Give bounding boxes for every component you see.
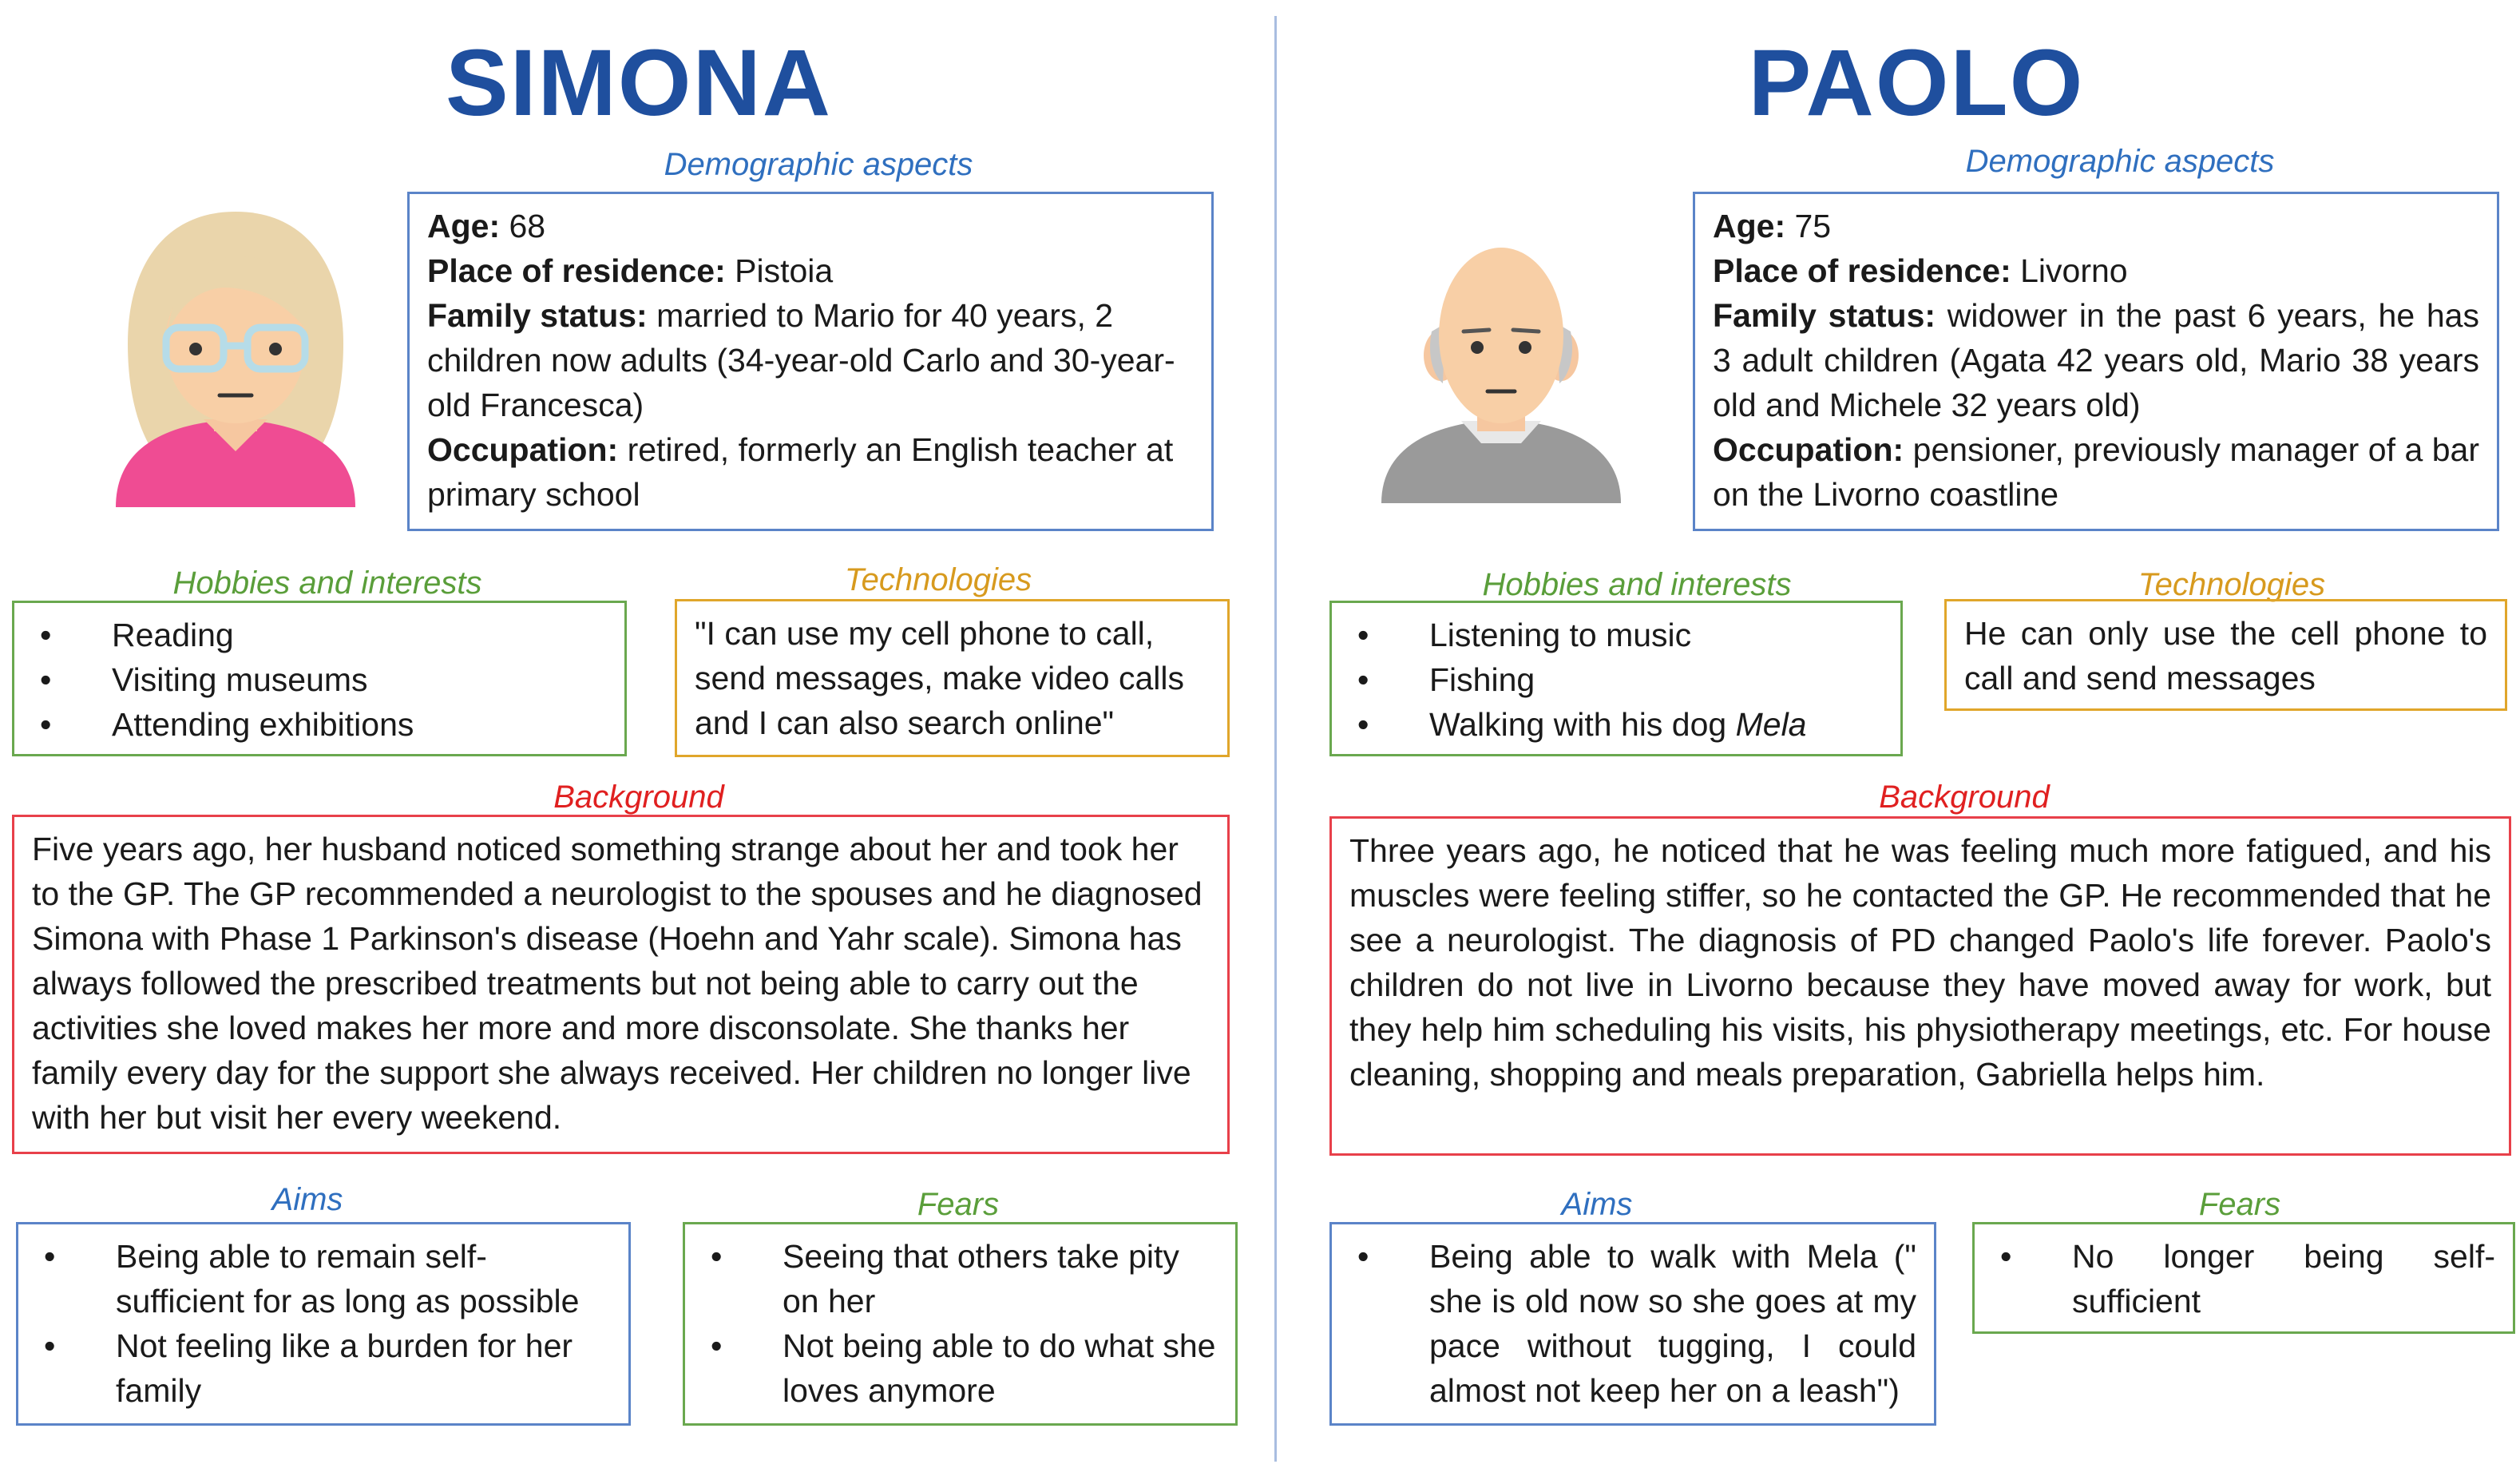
tech-label-simona: Technologies (844, 562, 1032, 597)
tech-box-paolo (1944, 599, 2507, 711)
dog-name: Mela (1735, 706, 1807, 743)
tech-text: "I can use my cell phone to call, send messages, make video calls and I can also search online" (695, 615, 1185, 741)
occupation-key: Occupation: (427, 431, 619, 468)
list-item: • Not being able to do what she loves anymore (703, 1323, 1218, 1413)
residence-value: Pistoia (725, 252, 834, 289)
list-item: • Being able to remain self-sufficient for as long as possible (36, 1234, 611, 1323)
tech-box-simona (675, 599, 1230, 757)
demographics-box-simona (407, 192, 1214, 531)
list-item: • Seeing that others take pity on her (703, 1234, 1218, 1323)
background-box-paolo (1329, 816, 2511, 1156)
background-text: Three years ago, he noticed that he was feeling much more fatigued, and his muscles were feeling stiffer, so he contacted the GP. He recommended that he see a neurologist. The diagnosis of PD changed Paolo's life forever. Paolo's children do not live in Livorno because they have moved away for work, but they help him scheduling his visits, his physiotherapy meetings, etc. For house cleaning, shopping and meals preparation, Gabriella helps him. (1349, 832, 2491, 1093)
aims-label-simona: Aims (271, 1182, 343, 1217)
background-label-simona: Background (553, 780, 724, 815)
family-status-value: widower in the past 6 years, he has 3 adult children (Agata 42 years old, Mario 38 years old and Michele 32 years old) (1713, 297, 2479, 423)
age-value: 68 (500, 208, 546, 244)
persona-name-paolo: PAOLO (1748, 30, 2085, 136)
occupation-key: Occupation: (1713, 431, 1904, 468)
column-divider (1274, 16, 1277, 1462)
fears-label-paolo: Fears (2198, 1187, 2281, 1222)
aims-box-paolo (1329, 1222, 1936, 1426)
background-box-simona (12, 815, 1230, 1154)
occupation-value: retired, formerly an English teacher at primary school (427, 431, 1174, 513)
hobbies-box-simona (12, 601, 627, 756)
list-item: • Being able to walk with Mela (" she is old now so she goes at my pace without tugging, I could almost not keep her on a leash") (1349, 1234, 1916, 1413)
hobbies-label-simona: Hobbies and interests (172, 565, 482, 601)
age-key: Age: (427, 208, 501, 244)
tech-label-paolo: Technologies (2138, 567, 2326, 602)
fears-box-paolo (1972, 1222, 2515, 1334)
residence-key: Place of residence: (427, 252, 726, 289)
aims-label-paolo: Aims (1561, 1187, 1633, 1222)
hobbies-box-paolo (1329, 601, 1903, 756)
fears-box-simona (683, 1222, 1238, 1426)
aims-box-simona (16, 1222, 631, 1426)
age-key: Age: (1713, 208, 1786, 244)
avatar-paolo-icon (1369, 204, 1633, 507)
residence-key: Place of residence: (1713, 252, 2011, 289)
list-item (1349, 702, 1883, 747)
list-item: • Attending exhibitions (32, 702, 607, 747)
background-label-paolo: Background (1879, 780, 2050, 815)
list-item: • Reading (32, 613, 607, 657)
hobby-text: Walking with his dog (1429, 706, 1736, 743)
avatar-simona-icon (104, 204, 367, 507)
list-item: • Not feeling like a burden for her family (36, 1323, 611, 1413)
list-item: • Visiting museums (32, 657, 607, 702)
fears-label-simona: Fears (917, 1187, 1000, 1222)
background-text: Five years ago, her husband noticed something strange about her and took her to the GP. The GP recommended a neurologist to the spouses and he diagnosed Simona with Phase 1 Parkinson's disease (Hoehn and Yahr scale). Simona has always followed the prescribed treatments but not being able to carry out the activities she loved makes her more and more disconsolate. She thanks her family every day for the support she always received. Her children no longer live with her but visit her every weekend. (32, 831, 1203, 1136)
occupation-value: pensioner, previously manager of a bar on the Livorno coastline (1713, 431, 2479, 513)
age-value: 75 (1785, 208, 1832, 244)
tech-text: He can only use the cell phone to call and send messages (1964, 615, 2487, 696)
hobbies-label-paolo: Hobbies and interests (1482, 567, 1792, 602)
family-status-value: married to Mario for 40 years, 2 children now adults (34-year-old Carlo and 30-year-old Francesca) (427, 297, 1175, 423)
family-status-key: Family status: (1713, 297, 1936, 334)
persona-name-simona: SIMONA (446, 30, 832, 136)
list-item: • No longer being self-sufficient (1992, 1234, 2495, 1323)
list-item: • Listening to music (1349, 613, 1883, 657)
residence-value: Livorno (2011, 252, 2128, 289)
demographics-box-paolo (1693, 192, 2499, 531)
demographic-label-paolo: Demographic aspects (1965, 144, 2275, 179)
family-status-key: Family status: (427, 297, 648, 334)
list-item: • Fishing (1349, 657, 1883, 702)
demographic-label-simona: Demographic aspects (664, 147, 973, 182)
